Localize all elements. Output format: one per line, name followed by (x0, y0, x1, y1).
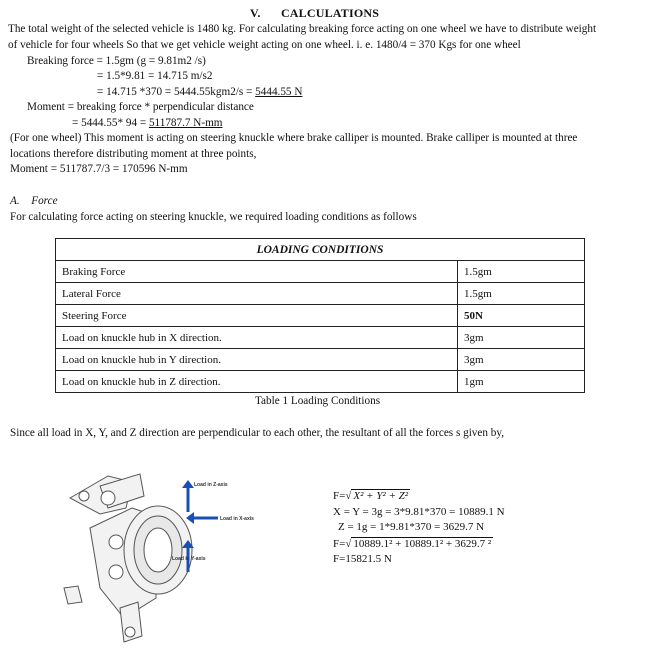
subsection-title: Force (31, 195, 58, 207)
table-row (56, 305, 585, 327)
braking-line-3-prefix: = 14.715 *370 = 5444.55kgm2/s = (97, 86, 256, 98)
table-caption: Table 1 Loading Conditions (255, 395, 381, 407)
f-formula-lhs: F= (333, 490, 346, 502)
load-value: 3gm (458, 327, 585, 349)
load-name: Steering Force (56, 305, 458, 327)
loading-conditions-table (55, 238, 585, 393)
z-axis-label: Load in Z-axis (194, 482, 228, 488)
load-name: Load on knuckle hub in Y direction. (56, 349, 458, 371)
note-line-3: Moment = 511787.7/3 = 170596 N-mm (10, 163, 188, 175)
resultant-value: F=15821.5 N (333, 553, 392, 565)
braking-line-2: = 1.5*9.81 = 14.715 m/s2 (97, 70, 213, 82)
table-header-row (56, 239, 585, 261)
intro-line-1: The total weight of the selected vehicle is 1480 kg. For calculating breaking force acting on one wheel we have to distribute weight (8, 23, 597, 35)
section-title: CALCULATIONS (280, 6, 380, 20)
moment-result: 511787.7 N-mm (148, 117, 223, 129)
section-number: V. (250, 6, 261, 20)
load-value: 1.5gm (458, 261, 585, 283)
load-value: 50N (458, 305, 585, 327)
xy-equation: X = Y = 3g = 3*9.81*370 = 10889.1 N (333, 506, 505, 518)
resultant-intro: Since all load in X, Y, and Z direction are perpendicular to each other, the resultant of all the forces s given by, (10, 427, 505, 439)
load-name: Load on knuckle hub in Z direction. (56, 371, 458, 393)
braking-line-1: Breaking force = 1.5gm (g = 9.81m2 /s) (27, 55, 206, 67)
subsection-label: A. (10, 195, 20, 207)
table-row (56, 371, 585, 393)
z-equation: Z = 1g = 1*9.81*370 = 3629.7 N (338, 521, 485, 533)
load-name: Braking Force (56, 261, 458, 283)
steering-knuckle-figure (60, 468, 260, 646)
f-sub-radicand: 10889.1² + 10889.1² + 3629.7 ² (353, 538, 492, 550)
x-axis-arrow (186, 512, 218, 524)
moment-line-2 (72, 116, 223, 130)
y-axis-label: Load in Y-axis (172, 556, 206, 562)
z-axis-arrow (182, 480, 194, 512)
note-line-1: (For one wheel) This moment is acting on steering knuckle where brake calliper is mounted. Brake calliper is mounted at three (10, 132, 578, 144)
section-heading (250, 6, 379, 20)
load-value: 1.5gm (458, 283, 585, 305)
braking-force-result: 5444.55 N (255, 86, 303, 98)
subsection-heading (10, 194, 58, 208)
table-row (56, 349, 585, 371)
braking-line-3 (97, 85, 302, 99)
resultant-formula (333, 489, 410, 503)
table-row (56, 327, 585, 349)
table-header: LOADING CONDITIONS (56, 239, 585, 261)
sqrt-symbol: √ (345, 490, 352, 502)
load-name: Load on knuckle hub in X direction. (56, 327, 458, 349)
note-line-2: locations therefore distributing moment at three points, (10, 148, 257, 160)
resultant-substitution (333, 537, 493, 551)
intro-line-2: of vehicle for four wheels So that we get vehicle weight acting on one wheel. i. e. 1480/4 = 370 Kgs for one wheel (8, 39, 521, 51)
table-row (56, 283, 585, 305)
table-row (56, 261, 585, 283)
load-value: 1gm (458, 371, 585, 393)
f-sub-lhs: F= (333, 538, 346, 550)
load-value: 3gm (458, 349, 585, 371)
f-formula-radicand: X² + Y² + Z² (353, 490, 409, 502)
sqrt-symbol: √ (345, 538, 352, 550)
load-name: Lateral Force (56, 283, 458, 305)
x-axis-label: Load in X-axis (220, 516, 254, 522)
force-intro: For calculating force acting on steering knuckle, we required loading conditions as follows (10, 211, 417, 223)
steering-knuckle-illustration (60, 468, 260, 646)
moment-line-1: Moment = breaking force * perpendicular distance (27, 101, 254, 113)
moment-line-2-prefix: = 5444.55* 94 = (72, 117, 149, 129)
